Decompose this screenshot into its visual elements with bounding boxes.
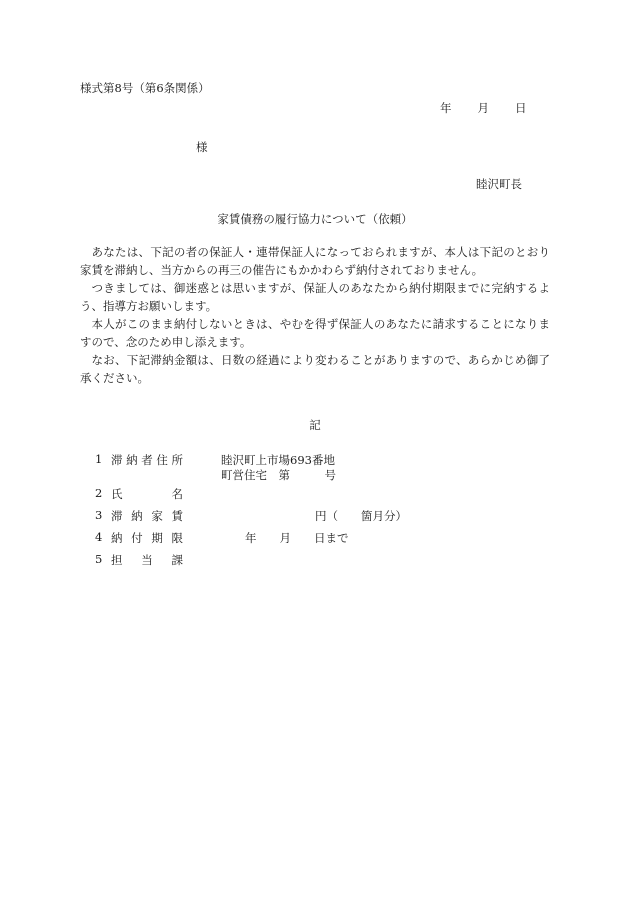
- label-char: 賃: [171, 509, 183, 523]
- label-char: 当: [141, 553, 153, 567]
- date-line: [440, 100, 527, 116]
- label-char: 納: [111, 531, 123, 545]
- label-char: 担: [111, 553, 123, 567]
- label-char: 付: [131, 531, 143, 545]
- issuer-name: 睦沢町長: [476, 177, 522, 191]
- item-number: 5: [95, 552, 103, 566]
- item-label: [111, 486, 183, 502]
- addressee-suffix: 様: [196, 140, 208, 154]
- label-char: 限: [171, 531, 183, 545]
- label-char: 滞: [111, 453, 123, 467]
- label-char: 納: [131, 509, 143, 523]
- item-value: 睦沢町上市場693番地: [221, 453, 335, 467]
- label-char: 者: [141, 453, 153, 467]
- item-label: [111, 552, 183, 568]
- item-value: 円（ 箇月分）: [315, 509, 407, 523]
- label-char: 滞: [111, 509, 123, 523]
- document-title: 家賃債務の履行協力について（依頼）: [217, 212, 413, 226]
- label-char: 期: [151, 531, 163, 545]
- body-text: [80, 243, 550, 387]
- item-label: [111, 452, 183, 468]
- label-char: 納: [126, 453, 138, 467]
- label-char: 名: [171, 487, 183, 501]
- label-char: 住: [156, 453, 168, 467]
- ki-heading: 記: [309, 418, 321, 432]
- body-paragraph: 本人がこのまま納付しないときは、やむを得ず保証人のあなたに請求することになりますので、念のため申し添えます。: [80, 317, 550, 349]
- form-number: 様式第8号（第6条関係）: [80, 81, 210, 95]
- item-number: 3: [95, 508, 103, 522]
- item-label: [111, 530, 183, 546]
- label-char: 家: [151, 509, 163, 523]
- date-year: 年: [440, 101, 452, 115]
- body-paragraph: なお、下記滞納金額は、日数の経過により変わることがありますので、あらかじめ御了承ください。: [80, 353, 550, 385]
- date-day: 日: [515, 101, 527, 115]
- item-number: 1: [95, 452, 103, 466]
- item-number: 4: [95, 530, 103, 544]
- label-char: 氏: [111, 487, 123, 501]
- label-char: 課: [171, 553, 183, 567]
- item-value: 年 月 日まで: [245, 531, 349, 545]
- item-label: [111, 508, 183, 524]
- label-char: 所: [171, 453, 183, 467]
- date-month: 月: [477, 101, 489, 115]
- item-number: 2: [95, 486, 103, 500]
- body-paragraph: つきましては、御迷惑とは思いますが、保証人のあなたから納付期限までに完納するよう、指導方お願いします。: [80, 281, 550, 313]
- item-value-line2: 町営住宅 第 号: [221, 468, 336, 482]
- body-paragraph: あなたは、下記の者の保証人・連帯保証人になっておられますが、本人は下記のとおり家賃を滞納し、当方からの再三の催告にもかかわらず納付されておりません。: [80, 245, 550, 277]
